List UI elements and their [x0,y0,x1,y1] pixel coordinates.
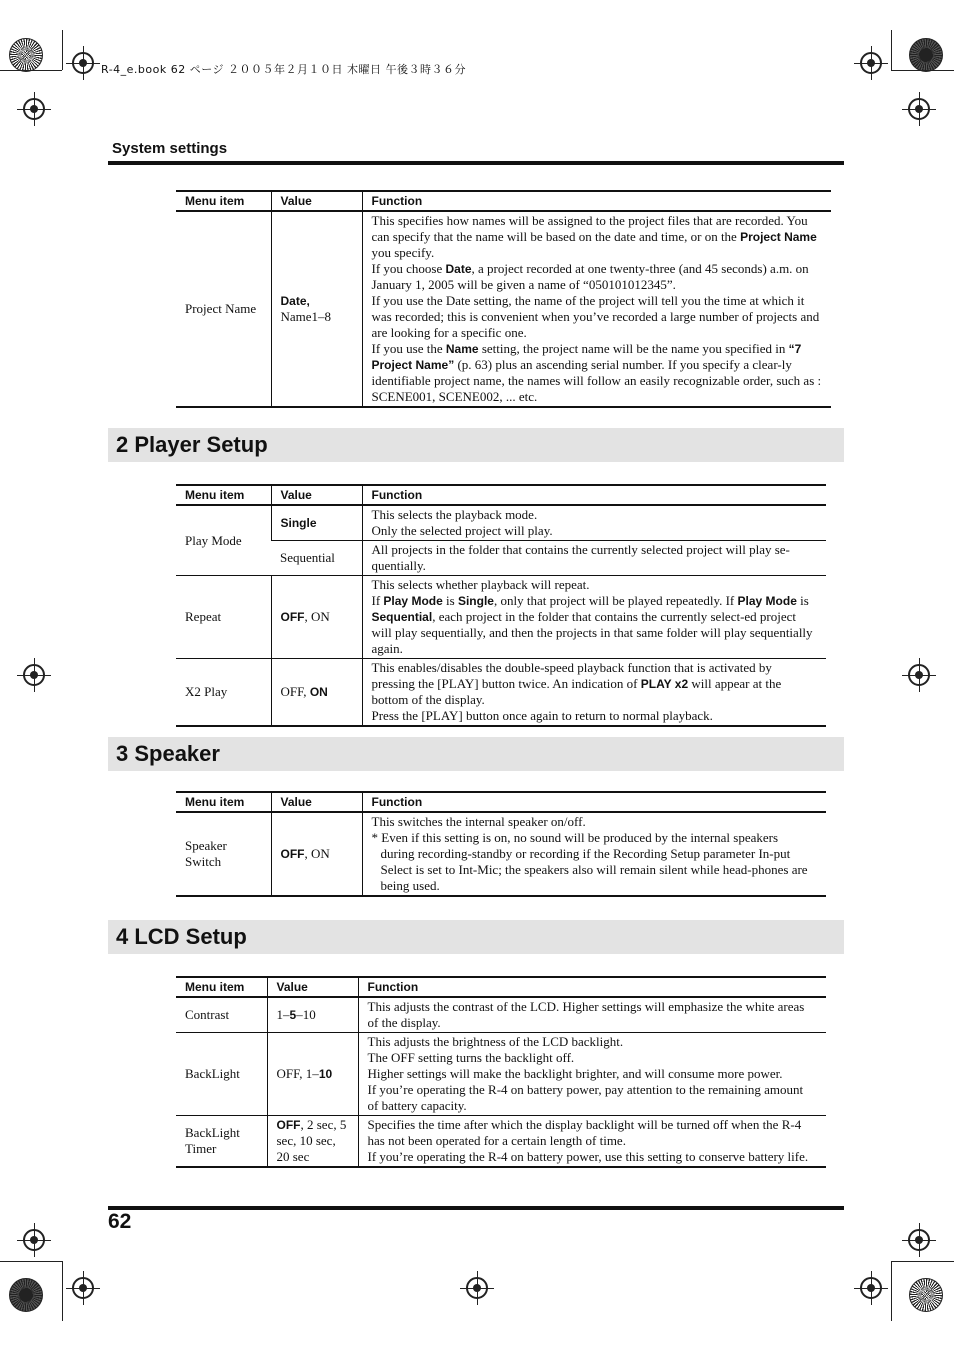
value-text: 1– [276,1007,290,1022]
crop-line [891,1261,954,1262]
top-rule [108,161,844,165]
crop-line [891,30,892,70]
value-x2-play [271,659,362,727]
value-backlight [267,1033,358,1116]
table-header-row [176,485,826,505]
function-paragraph [372,341,823,405]
column-menu-item: Menu item [176,792,271,812]
function-paragraph [372,660,818,708]
value-options: , ON [304,846,330,861]
bold-term: PLAY x2 [640,677,689,691]
menu-item-x2-play: X2 Play [176,659,271,727]
menu-item-play-mode: Play Mode [176,505,271,576]
function-sequential: All projects in the folder that contains the currently selected project will play se-quentially. [362,541,826,576]
value-options: , ON [304,609,330,624]
value-single: Single [271,505,362,541]
value-default: OFF [280,847,305,861]
value-project-name [271,211,362,407]
bold-term: Sequential [371,610,433,624]
registration-star-top-left [9,38,43,72]
table-row [176,1033,826,1116]
heading-text: 2 Player Setup [116,432,268,457]
print-header-note: R-4_e.book 62 ページ ２００５年２月１０日 木曜日 午後３時３６分 [101,63,466,76]
function-line: Press the [PLAY] button once again to return to normal playback. [371,708,713,723]
speaker-table [176,791,826,897]
menu-item-repeat: Repeat [176,576,271,659]
table-row [176,659,826,727]
function-line: This selects whether playback will repeat. [371,577,590,592]
text: will appear at the bottom of the display. [371,676,782,707]
value-default: ON [309,685,328,699]
table-row [176,576,826,659]
function-line: Specifies the time after which the display backlight will be turned off when the R-4 has not been operated for a certain length of time. [367,1117,802,1148]
function-line: The OFF setting turns the backlight off. [367,1050,575,1065]
function-single [362,505,826,541]
table-header-row [176,792,826,812]
function-line: If you’re operating the R-4 on battery power, pay attention to the remaining amount of battery capacity. [367,1082,804,1113]
crosshair-left-lower-icon [23,1229,45,1251]
bold-term: Single [457,594,494,608]
text: If you use the [371,341,446,356]
function-paragraph: If you use the Date setting, the name of the project will tell you the time at which it was recorded; this is convenient when you’ve recorded a large number of projects and are looking for a specific one. [371,293,820,340]
heading-text: 4 LCD Setup [116,924,247,949]
function-line: This selects the playback mode. [371,507,538,522]
text: If [371,593,384,608]
bold-term: Name [445,342,479,356]
crosshair-bottom-left-icon [72,1277,94,1299]
crosshair-bottom-center-icon [466,1277,488,1299]
value-options: Name1–8 [280,309,332,324]
menu-item-project-name: Project Name [176,211,271,407]
value-default: OFF [280,610,305,624]
text: is [796,593,809,608]
function-project-name [362,211,831,407]
value-sequential: Sequential [271,541,362,576]
table-row [176,541,826,576]
speaker-heading [108,737,844,771]
text: you specify. [371,245,435,260]
lcd-setup-heading [108,920,844,954]
crosshair-right-upper-icon [908,98,930,120]
value-options: OFF, [280,684,310,699]
crop-line [891,70,954,71]
column-function: Function [362,792,826,812]
bold-term: Play Mode [737,594,797,608]
bottom-rule [108,1206,844,1210]
function-backlight-timer [358,1116,826,1168]
table-row [176,1116,826,1168]
table-row [176,997,826,1033]
crosshair-right-lower-icon [908,1229,930,1251]
function-repeat [362,576,826,659]
heading-text: 3 Speaker [116,741,220,766]
registration-star-top-right [909,38,943,72]
table-header-row [176,977,826,997]
column-function: Function [362,485,826,505]
function-paragraph [372,593,818,657]
menu-item-backlight: BackLight [176,1033,267,1116]
function-contrast: This adjusts the contrast of the LCD. Higher settings will emphasize the white areas of the display. [358,997,826,1033]
function-line: Higher settings will make the backlight brighter, and will consume more power. [367,1066,783,1081]
column-value: Value [267,977,358,997]
column-value: Value [271,792,362,812]
text: , each project in the folder that contains the currently select-ed project will play sequentially, and then the projects in that same folder will play sequentially again. [371,609,813,656]
text: , a project recorded at one twenty-three (and 45 seconds) a.m. on January 1, 2005 will be given a name of “050101012345”. [371,261,809,292]
function-x2-play [362,659,826,727]
crosshair-top-left-icon [72,52,94,74]
crosshair-right-middle-icon [908,664,930,686]
value-text: –10 [296,1007,316,1022]
page-number: 62 [108,1210,132,1233]
value-backlight-timer [267,1116,358,1168]
crosshair-left-upper-icon [23,98,45,120]
value-options: , 2 sec, 5 sec, 10 sec, 20 sec [276,1117,347,1164]
menu-item-backlight-timer: BackLight Timer [176,1116,267,1168]
player-setup-heading [108,428,844,462]
crop-line [891,1261,892,1321]
menu-item-speaker-switch: Speaker Switch [176,812,271,896]
crosshair-top-right-icon [860,52,882,74]
value-default: 10 [318,1067,333,1081]
table-row [176,505,826,541]
value-text: OFF, 1– [276,1066,319,1081]
text: is [442,593,458,608]
bold-term: “7 Project Name” [371,342,802,372]
column-value: Value [271,485,362,505]
value-default: Date, [280,294,310,308]
column-function: Function [358,977,826,997]
text: setting, the project name will be the name you specified in [478,341,789,356]
function-line: This adjusts the brightness of the LCD backlight. [367,1034,624,1049]
column-value: Value [271,191,362,211]
text: , only that project will be played repeatedly. If [493,593,738,608]
value-repeat [271,576,362,659]
registration-star-bottom-right [909,1278,943,1312]
crop-line [62,1261,63,1321]
table-header-row [176,191,831,211]
function-note-continued: during recording-standby or recording if the Recording Setup parameter In-put Select is set to Int-Mic; the speakers also will remain silent while head-phones are being used. [380,846,808,893]
text: (p. 63) plus an ascending serial number. If you specify a clear-ly identifiable project name, the names will follow an easily recognizable order, such as : SCENE001, SCENE002, ... etc. [371,357,822,404]
player-setup-table [176,484,826,727]
column-function: Function [362,191,831,211]
section-label: System settings [112,140,228,157]
text: This enables/disables the double-speed playback function that is activated by pressing the [PLAY] button twice. An indication of [371,660,772,691]
crop-line [0,1261,62,1262]
function-line: If you’re operating the R-4 on battery power, use this setting to conserve battery life. [367,1149,809,1164]
value-default: OFF [276,1118,301,1132]
function-paragraph [372,213,823,261]
function-line: Only the selected project will play. [371,523,553,538]
bold-term: Play Mode [383,594,443,608]
value-default: 5 [289,1008,297,1022]
registration-star-bottom-left [9,1278,43,1312]
function-paragraph [372,261,823,293]
lcd-setup-table [176,976,826,1168]
text: If you choose [371,261,446,276]
column-menu-item: Menu item [176,191,271,211]
crop-line [62,30,63,70]
crosshair-left-middle-icon [23,664,45,686]
column-menu-item: Menu item [176,485,271,505]
function-backlight [358,1033,826,1116]
function-line: This switches the internal speaker on/off. [371,814,586,829]
crosshair-bottom-right-icon [860,1277,882,1299]
crop-line [0,70,62,71]
value-contrast [267,997,358,1033]
text: This specifies how names will be assigned to the project files that are recorded. You can specify that the name will be based on the date and time, or on the [371,213,808,244]
menu-item-contrast: Contrast [176,997,267,1033]
bold-term: Project Name [740,230,817,244]
bold-term: Date [445,262,472,276]
table-row [176,812,826,896]
function-speaker-switch [362,812,826,896]
project-name-table [176,190,831,408]
table-row [176,211,831,407]
column-menu-item: Menu item [176,977,267,997]
function-note: * Even if this setting is on, no sound will be produced by the internal speakers [371,830,779,845]
value-speaker-switch [271,812,362,896]
